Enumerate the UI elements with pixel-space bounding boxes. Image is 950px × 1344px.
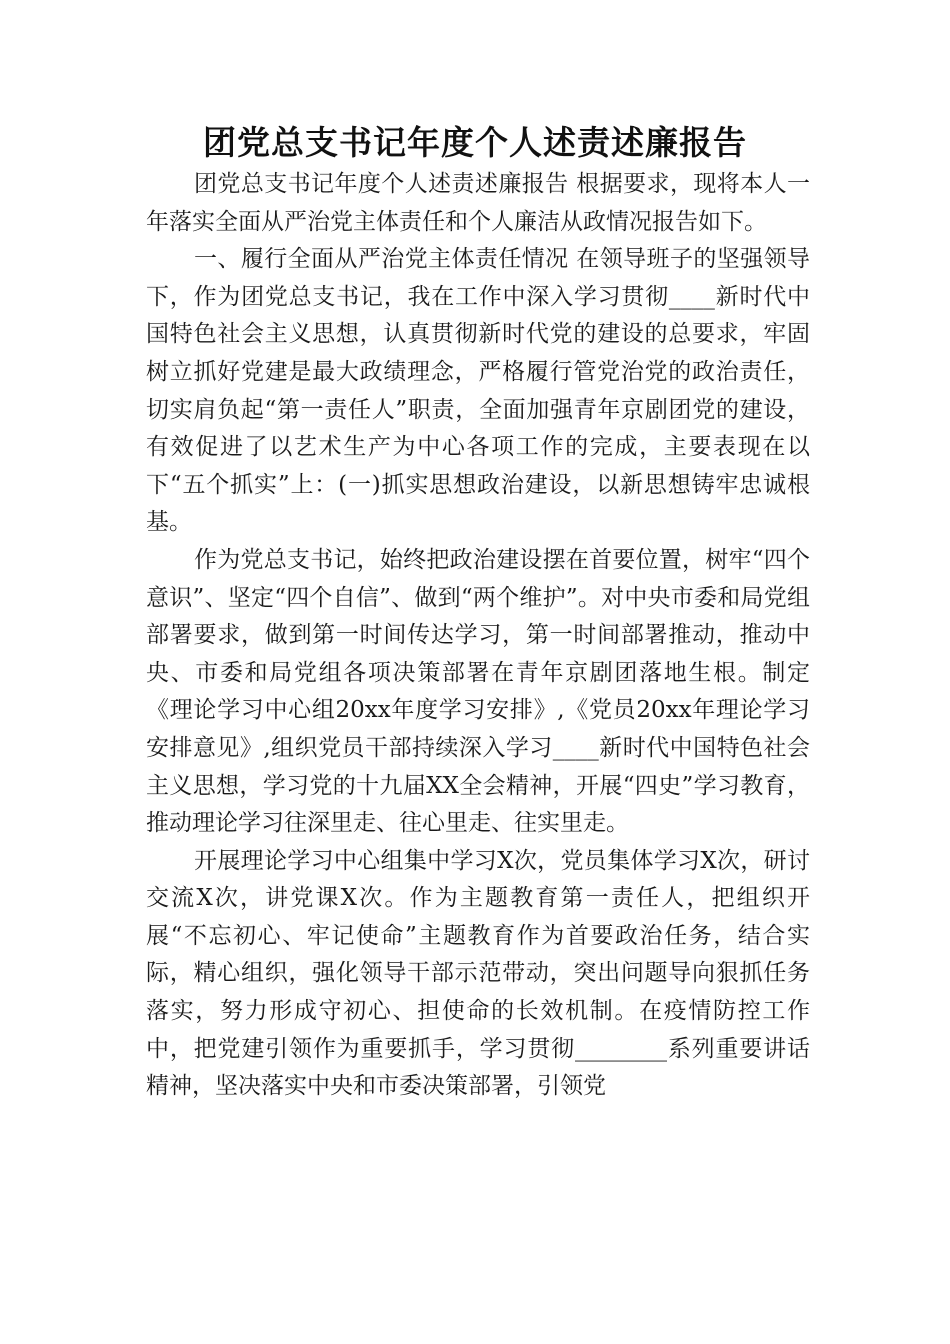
document-body xyxy=(146,166,810,1106)
paragraph-theory-study: 开展理论学习中心组集中学习X次，党员集体学习X次，研讨交流X次，讲党课X次。作为主题教育第一责任人，把组织开展“不忘初心、牢记使命”主题教育作为首要政治任务，结合实际，精心组织，强化领导干部示范带动，突出问题导向狠抓任务落实，努力形成守初心、担使命的长效机制。在疫情防控工作中，把党建引领作为重要抓手，学习贯彻________系列重要讲话精神，坚决落实中央和市委决策部署，引领党 xyxy=(146,847,810,1100)
paragraph-section-one: 一、履行全面从严治党主体责任情况 在领导班子的坚强领导下，作为团党总支书记，我在工作中深入学习贯彻____新时代中国特色社会主义思想，认真贯彻新时代党的建设的总要求，牢固树立抓好党建是最大政绩理念，严格履行管党治党的政治责任，切实肩负起“第一责任人”职责，全面加强青年京剧团党的建设，有效促进了以艺术生产为中心各项工作的完成，主要表现在以下“五个抓实”上：(一)抓实思想政治建设，以新思想铸牢忠诚根基。 xyxy=(146,246,810,536)
document-title: 团党总支书记年度个人述责述廉报告 xyxy=(203,123,747,162)
paragraph-political-building: 作为党总支书记，始终把政治建设摆在首要位置，树牢“四个意识”、坚定“四个自信”、做到“两个维护”。对中央市委和局党组部署要求，做到第一时间传达学习，第一时间部署推动，推动中央、市委和局党组各项决策部署在青年京剧团落地生根。制定《理论学习中心组20xx年度学习安排》,《党员20xx年理论学习安排意见》,组织党员干部持续深入学习____新时代中国特色社会主义思想，学习党的十九届XX全会精神，开展“四史”学习教育，推动理论学习往深里走、往心里走、往实里走。 xyxy=(146,546,810,837)
paragraph-intro: 团党总支书记年度个人述责述廉报告 根据要求，现将本人一年落实全面从严治党主体责任和个人廉洁从政情况报告如下。 xyxy=(146,171,810,235)
